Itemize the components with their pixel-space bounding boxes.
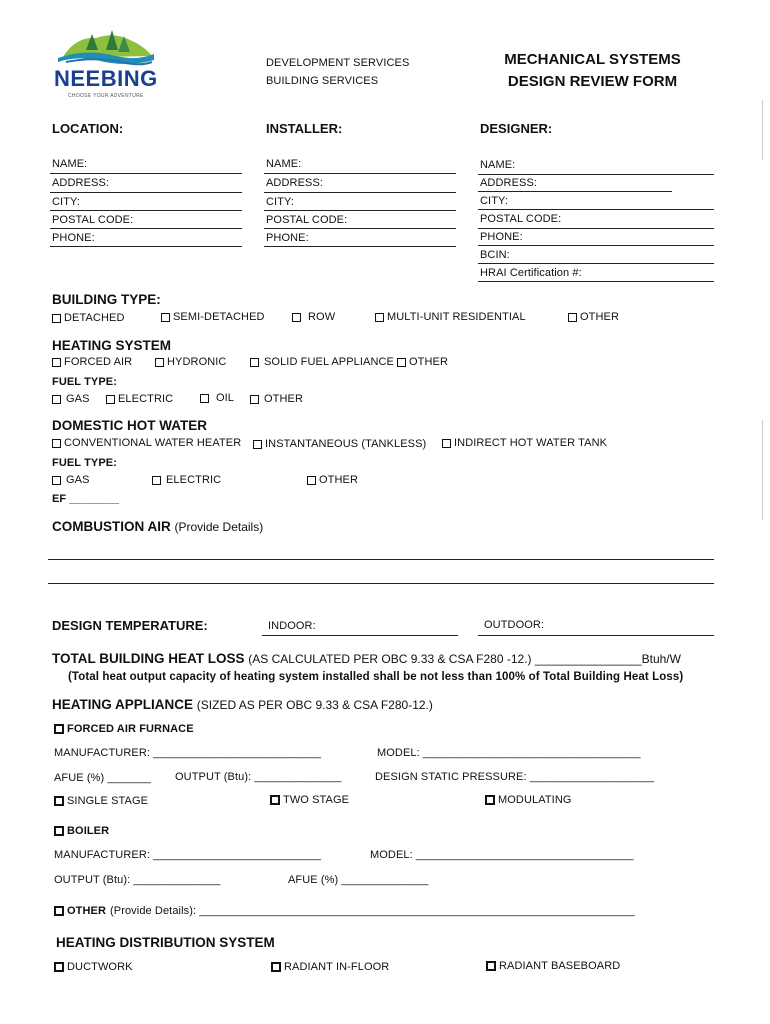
outdoor-line[interactable] (478, 635, 714, 636)
installer-address-line[interactable] (264, 192, 456, 193)
building-type-heading: BUILDING TYPE: (52, 292, 161, 307)
checkbox-icon[interactable] (52, 358, 61, 367)
designer-phone-label: PHONE: (480, 231, 523, 243)
location-phone-label: PHONE: (52, 232, 95, 244)
checkbox-icon[interactable] (106, 395, 115, 404)
designer-city-line[interactable] (478, 209, 714, 210)
boiler-option[interactable]: BOILER (54, 825, 109, 837)
designer-name-line[interactable] (478, 174, 714, 175)
distribution-heading: HEATING DISTRIBUTION SYSTEM (56, 935, 275, 950)
location-city-label: CITY: (52, 196, 81, 208)
checkbox-icon[interactable] (52, 314, 61, 323)
designer-phone-line[interactable] (478, 245, 714, 246)
checkbox-icon[interactable] (253, 440, 262, 449)
heating-system-heading: HEATING SYSTEM (52, 338, 172, 353)
checkbox-icon[interactable] (54, 962, 64, 972)
division-name: BUILDING SERVICES (266, 75, 379, 87)
checkbox-icon[interactable] (568, 313, 577, 322)
installer-postal-label: POSTAL CODE: (266, 214, 348, 226)
heating-fuel-oil-option[interactable]: OIL (200, 392, 234, 404)
furnace-afue-field[interactable]: AFUE (%) _______ (54, 772, 151, 784)
checkbox-icon[interactable] (375, 313, 384, 322)
department-name: DEVELOPMENT SERVICES (266, 57, 410, 69)
boiler-output-field[interactable]: OUTPUT (Btu): ______________ (54, 874, 221, 886)
indoor-label: INDOOR: (268, 620, 316, 632)
boiler-model-field[interactable]: MODEL: ___________________________________ (370, 849, 634, 861)
other-appliance-option[interactable]: OTHER (Provide Details): ______________________________________________________________________ (54, 905, 635, 917)
dhw-indirect-option[interactable]: INDIRECT HOT WATER TANK (442, 437, 607, 449)
combustion-note: (Provide Details) (174, 520, 264, 534)
designer-postal-label: POSTAL CODE: (480, 213, 562, 225)
heat-loss-note[interactable]: (AS CALCULATED PER OBC 9.33 & CSA F280 -12.) ________________Btuh/W (248, 652, 681, 666)
checkbox-icon[interactable] (486, 961, 496, 971)
checkbox-icon[interactable] (54, 826, 64, 836)
designer-address-label: ADDRESS: (480, 177, 538, 189)
dhw-tankless-option[interactable]: INSTANTANEOUS (TANKLESS) (253, 438, 426, 450)
designer-address-line[interactable] (478, 191, 672, 192)
page-edge-mark (762, 100, 763, 160)
location-heading: LOCATION: (52, 121, 124, 136)
appliance-note: (SIZED AS PER OBC 9.33 & CSA F280-12.) (196, 698, 433, 712)
checkbox-icon[interactable] (54, 796, 64, 806)
heating-fuel-gas-option[interactable]: GAS (52, 393, 90, 405)
dhw-fuel-gas-option[interactable]: GAS (52, 474, 90, 486)
installer-city-line[interactable] (264, 210, 456, 211)
checkbox-icon[interactable] (161, 313, 170, 322)
checkbox-icon[interactable] (292, 313, 301, 322)
checkbox-icon[interactable] (200, 394, 209, 403)
form-title: MECHANICAL SYSTEMS DESIGN REVIEW FORM (504, 51, 681, 90)
checkbox-icon[interactable] (52, 439, 61, 448)
tree-landscape-icon (56, 28, 156, 68)
logo-tagline: CHOOSE YOUR ADVENTURE (68, 93, 144, 99)
dhw-fuel-other-option[interactable]: OTHER (307, 474, 358, 486)
furnace-single-stage-option[interactable]: SINGLE STAGE (54, 795, 148, 807)
boiler-afue-field[interactable]: AFUE (%) ______________ (288, 874, 429, 886)
location-postal-label: POSTAL CODE: (52, 214, 134, 226)
designer-bcin-label: BCIN: (480, 249, 510, 261)
installer-name-line[interactable] (264, 173, 456, 174)
combustion-line-1[interactable] (48, 559, 714, 560)
heating-solid-fuel-option[interactable]: SOLID FUEL APPLIANCE (250, 356, 394, 368)
location-phone-line[interactable] (50, 246, 242, 247)
checkbox-icon[interactable] (270, 795, 280, 805)
installer-postal-line[interactable] (264, 228, 456, 229)
checkbox-icon[interactable] (250, 358, 259, 367)
checkbox-icon[interactable] (307, 476, 316, 485)
design-temp-heading: DESIGN TEMPERATURE: (52, 618, 208, 633)
indoor-line[interactable] (262, 635, 458, 636)
installer-address-label: ADDRESS: (266, 177, 324, 189)
furnace-output-field[interactable]: OUTPUT (Btu): ______________ (175, 771, 342, 783)
appliance-heading: HEATING APPLIANCE (SIZED AS PER OBC 9.33 & CSA F280-12.) (52, 697, 433, 712)
checkbox-icon[interactable] (397, 358, 406, 367)
location-postal-line[interactable] (50, 228, 242, 229)
outdoor-label: OUTDOOR: (484, 619, 545, 631)
page-edge-mark (762, 420, 763, 520)
designer-hrai-line[interactable] (478, 281, 714, 282)
dhw-fuel-heading: FUEL TYPE: (52, 457, 117, 469)
distribution-radiant-floor-option[interactable]: RADIANT IN-FLOOR (271, 961, 389, 973)
heating-fuel-other-option[interactable]: OTHER (250, 393, 303, 405)
furnace-modulating-option[interactable]: MODULATING (485, 794, 572, 806)
checkbox-icon[interactable] (442, 439, 451, 448)
other-appliance-details-field[interactable]: (Provide Details): ______________________________________________________________________ (110, 905, 635, 917)
checkbox-icon[interactable] (54, 906, 64, 916)
dhw-heading: DOMESTIC HOT WATER (52, 418, 207, 433)
installer-phone-line[interactable] (264, 246, 456, 247)
checkbox-icon[interactable] (155, 358, 164, 367)
combustion-heading: COMBUSTION AIR (Provide Details) (52, 519, 264, 534)
distribution-ductwork-option[interactable]: DUCTWORK (54, 961, 133, 973)
checkbox-icon[interactable] (54, 724, 64, 734)
checkbox-icon[interactable] (271, 962, 281, 972)
furnace-two-stage-option[interactable]: TWO STAGE (270, 794, 349, 806)
installer-city-label: CITY: (266, 196, 295, 208)
designer-bcin-line[interactable] (478, 263, 714, 264)
boiler-manufacturer-field[interactable]: MANUFACTURER: ___________________________ (54, 849, 322, 861)
building-multi-option[interactable]: MULTI-UNIT RESIDENTIAL (375, 311, 526, 323)
designer-postal-line[interactable] (478, 228, 714, 229)
building-semi-option[interactable]: SEMI-DETACHED (161, 311, 265, 323)
heating-forced-air-option[interactable]: FORCED AIR (52, 356, 132, 368)
location-name-label: NAME: (52, 158, 88, 170)
dhw-conventional-option[interactable]: CONVENTIONAL WATER HEATER (52, 437, 241, 449)
heating-hydronic-option[interactable]: HYDRONIC (155, 356, 226, 368)
building-other-option[interactable]: OTHER (568, 311, 619, 323)
municipality-logo (52, 28, 162, 100)
location-address-label: ADDRESS: (52, 177, 110, 189)
furnace-model-field[interactable]: MODEL: ___________________________________ (377, 747, 641, 759)
location-name-line[interactable] (50, 173, 242, 174)
heating-fuel-heading: FUEL TYPE: (52, 376, 117, 388)
heating-other-option[interactable]: OTHER (397, 356, 448, 368)
logo-wordmark: NEEBING (54, 66, 158, 91)
checkbox-icon[interactable] (52, 476, 61, 485)
heat-loss-subnote: (Total heat output capacity of heating system installed shall be not less than 100% of Total Building Heat Loss) (68, 671, 684, 683)
furnace-option[interactable]: FORCED AIR FURNACE (54, 723, 194, 735)
installer-phone-label: PHONE: (266, 232, 309, 244)
checkbox-icon[interactable] (250, 395, 259, 404)
designer-city-label: CITY: (480, 195, 509, 207)
designer-hrai-label: HRAI Certification #: (480, 267, 582, 279)
location-address-line[interactable] (50, 192, 242, 193)
heating-fuel-electric-option[interactable]: ELECTRIC (106, 393, 173, 405)
dhw-fuel-electric-option[interactable]: ELECTRIC (152, 474, 221, 486)
dhw-ef-field[interactable]: EF ________ (52, 493, 120, 505)
checkbox-icon[interactable] (152, 476, 161, 485)
designer-name-label: NAME: (480, 159, 516, 171)
heat-loss-heading: TOTAL BUILDING HEAT LOSS (AS CALCULATED PER OBC 9.33 & CSA F280 -12.) ________________Btuh/W (52, 651, 681, 666)
distribution-baseboard-option[interactable]: RADIANT BASEBOARD (486, 960, 620, 972)
combustion-line-2[interactable] (48, 583, 714, 584)
installer-heading: INSTALLER: (266, 121, 343, 136)
checkbox-icon[interactable] (485, 795, 495, 805)
installer-name-label: NAME: (266, 158, 302, 170)
building-detached-option[interactable]: DETACHED (52, 312, 125, 324)
checkbox-icon[interactable] (52, 395, 61, 404)
building-row-option[interactable]: ROW (292, 311, 335, 323)
furnace-static-pressure-field[interactable]: DESIGN STATIC PRESSURE: ____________________ (375, 771, 655, 783)
location-city-line[interactable] (50, 210, 242, 211)
furnace-manufacturer-field[interactable]: MANUFACTURER: ___________________________ (54, 747, 322, 759)
designer-heading: DESIGNER: (480, 121, 553, 136)
